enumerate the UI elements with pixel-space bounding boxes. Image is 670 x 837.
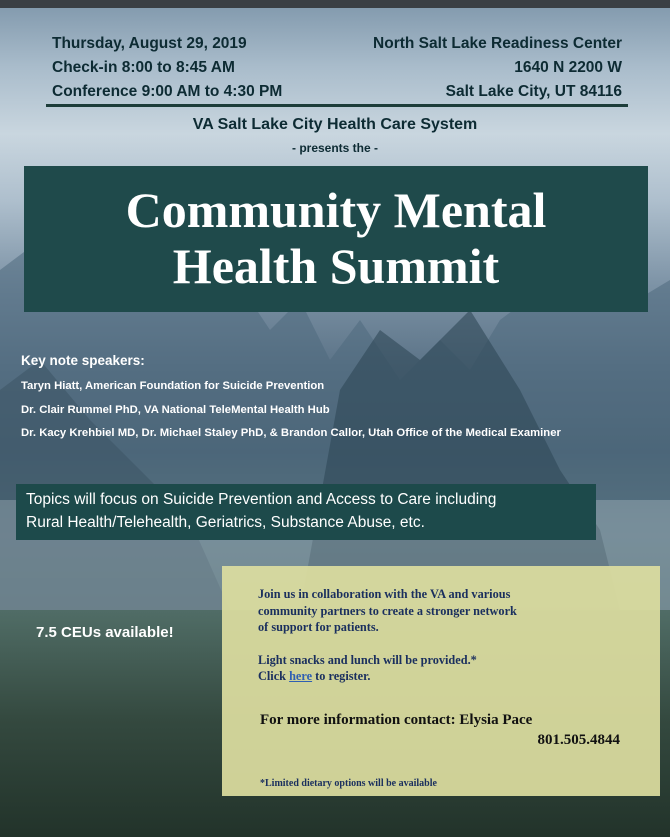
contact-label: For more information contact: Elysia Pace <box>260 712 533 728</box>
event-conference-time: Conference 9:00 AM to 4:30 PM <box>52 83 283 100</box>
event-schedule <box>52 32 282 104</box>
register-prefix: Click <box>258 669 290 683</box>
page-title <box>24 182 648 294</box>
organizer-name: VA Salt Lake City Health Care System <box>192 116 478 133</box>
invite-line-1: Join us in collaboration with the VA and various <box>258 587 511 601</box>
topics-line-1: Topics will focus on Suicide Prevention and Access to Care including <box>26 491 497 508</box>
snacks-text: Light snacks and lunch will be provided.* <box>258 652 477 667</box>
contact-phone: 801.505.4844 <box>537 732 620 748</box>
title-line-1: Community Mental <box>125 182 547 238</box>
ceus-callout: 7.5 CEUs available! <box>36 624 174 641</box>
event-checkin: Check-in 8:00 to 8:45 AM <box>52 59 235 76</box>
register-line <box>258 668 638 685</box>
invite-text <box>258 586 638 685</box>
topics-line-2: Rural Health/Telehealth, Geriatrics, Substance Abuse, etc. <box>26 514 425 531</box>
venue-city: Salt Lake City, UT 84116 <box>445 83 622 100</box>
keynote-speakers <box>21 353 561 451</box>
speaker-item: Dr. Kacy Krehbiel MD, Dr. Michael Staley PhD, & Brandon Callor, Utah Office of the Medical Examiner <box>21 427 561 439</box>
speakers-heading: Key note speakers: <box>21 353 145 368</box>
title-banner <box>24 166 648 312</box>
event-venue <box>373 32 622 104</box>
top-border <box>0 0 670 8</box>
speaker-item: Taryn Hiatt, American Foundation for Suicide Prevention <box>21 380 325 392</box>
venue-name: North Salt Lake Readiness Center <box>373 35 622 52</box>
invite-line-2: community partners to create a stronger network <box>258 603 517 618</box>
speaker-item: Dr. Clair Rummel PhD, VA National TeleMental Health Hub <box>21 403 330 416</box>
header-divider <box>46 104 628 107</box>
register-suffix: to register. <box>312 669 371 683</box>
presents-text: - presents the - <box>291 141 378 155</box>
register-link[interactable]: here <box>289 669 313 683</box>
topics-box <box>16 484 596 540</box>
venue-address: 1640 N 2200 W <box>514 59 622 76</box>
event-date: Thursday, August 29, 2019 <box>52 35 247 52</box>
dietary-footnote: *Limited dietary options will be available <box>260 778 437 789</box>
title-line-2: Health Summit <box>172 238 500 294</box>
invite-line-3: of support for patients. <box>258 620 379 634</box>
